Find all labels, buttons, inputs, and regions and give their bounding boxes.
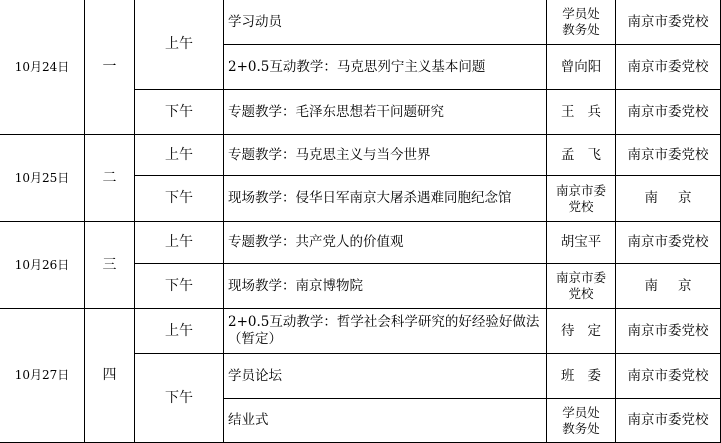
half-day-cell: 上午 <box>135 309 224 354</box>
location-cell: 南京市委党校 <box>616 0 721 45</box>
half-day-cell: 上午 <box>135 222 224 264</box>
location-cell: 南京 <box>616 264 721 309</box>
lead-cell: 曾向阳 <box>547 45 616 90</box>
location-cell: 南京市委党校 <box>616 309 721 354</box>
topic-cell: 专题教学：毛泽东思想若干问题研究 <box>224 90 547 135</box>
topic-cell: 专题教学：共产党人的价值观 <box>224 222 547 264</box>
topic-cell: 2+0.5互动教学：哲学社会科学研究的好经验好做法（暂定） <box>224 309 547 354</box>
topic-cell: 结业式 <box>224 399 547 443</box>
weekday-cell: 二 <box>85 135 135 222</box>
lead-cell: 待定 <box>547 309 616 354</box>
lead-cell: 班委 <box>547 354 616 399</box>
half-day-cell: 下午 <box>135 90 224 135</box>
location-cell: 南京市委党校 <box>616 135 721 176</box>
topic-cell: 学员论坛 <box>224 354 547 399</box>
half-day-cell: 下午 <box>135 176 224 222</box>
date-cell: 10月25日 <box>0 135 85 222</box>
topic-cell: 现场教学：侵华日军南京大屠杀遇难同胞纪念馆 <box>224 176 547 222</box>
half-day-cell: 下午 <box>135 354 224 443</box>
lead-cell: 学员处 教务处 <box>547 0 616 45</box>
date-cell: 10月27日 <box>0 309 85 443</box>
lead-cell: 王兵 <box>547 90 616 135</box>
date-cell: 10月26日 <box>0 222 85 309</box>
location-cell: 南京市委党校 <box>616 222 721 264</box>
location-cell: 南京市委党校 <box>616 354 721 399</box>
half-day-cell: 上午 <box>135 135 224 176</box>
topic-cell: 2+0.5互动教学：马克思列宁主义基本问题 <box>224 45 547 90</box>
lead-cell: 南京市委党校 <box>547 176 616 222</box>
lead-cell: 学员处 教务处 <box>547 399 616 443</box>
half-day-cell: 上午 <box>135 0 224 90</box>
topic-cell: 现场教学：南京博物院 <box>224 264 547 309</box>
location-cell: 南京 <box>616 176 721 222</box>
weekday-cell: 四 <box>85 309 135 443</box>
location-cell: 南京市委党校 <box>616 90 721 135</box>
location-cell: 南京市委党校 <box>616 399 721 443</box>
lead-cell: 孟飞 <box>547 135 616 176</box>
topic-cell: 专题教学：马克思主义与当今世界 <box>224 135 547 176</box>
weekday-cell: 三 <box>85 222 135 309</box>
lead-cell: 胡宝平 <box>547 222 616 264</box>
weekday-cell: 一 <box>85 0 135 135</box>
location-cell: 南京市委党校 <box>616 45 721 90</box>
half-day-cell: 下午 <box>135 264 224 309</box>
lead-cell: 南京市委党校 <box>547 264 616 309</box>
topic-cell: 学习动员 <box>224 0 547 45</box>
date-cell: 10月24日 <box>0 0 85 135</box>
